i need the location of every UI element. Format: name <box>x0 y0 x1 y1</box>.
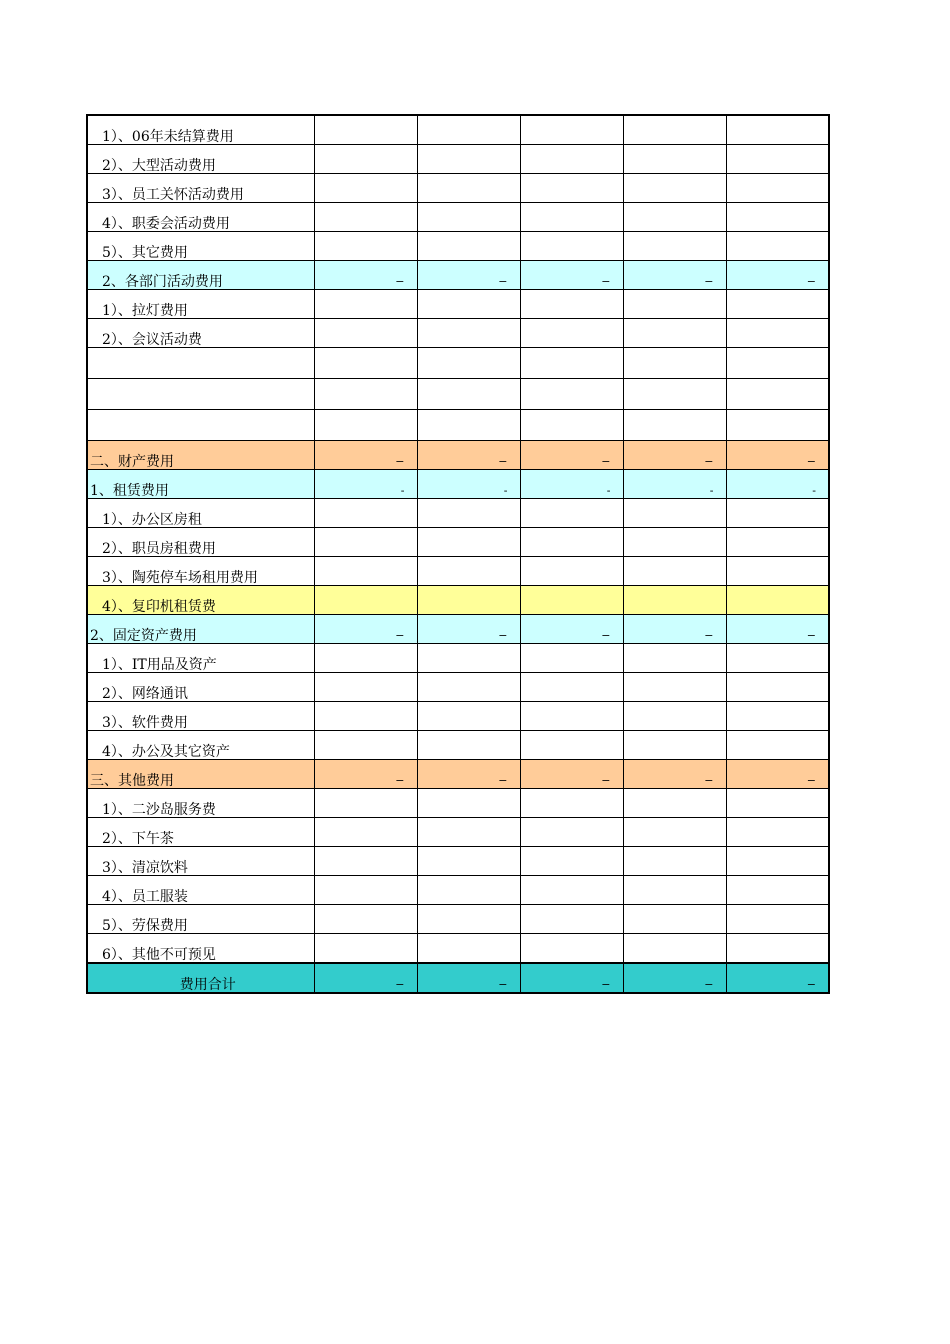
value-cell[interactable] <box>726 847 829 876</box>
value-cell[interactable] <box>726 673 829 702</box>
value-cell[interactable] <box>417 818 520 847</box>
table-row <box>87 290 829 319</box>
value-cell[interactable] <box>417 789 520 818</box>
value-cell[interactable]: − <box>726 963 829 993</box>
table-row <box>87 319 829 348</box>
value-cell[interactable] <box>314 876 417 905</box>
value-cell[interactable] <box>314 174 417 203</box>
value-cell[interactable] <box>314 702 417 731</box>
value-cell[interactable] <box>520 379 623 410</box>
value-cell[interactable] <box>726 319 829 348</box>
row-label[interactable] <box>87 348 314 379</box>
table-row <box>87 789 829 818</box>
value-cell[interactable] <box>623 232 726 261</box>
row-label[interactable]: 1、租赁费用 <box>87 470 314 499</box>
value-cell[interactable] <box>726 557 829 586</box>
row-label[interactable]: 4）、复印机租赁费 <box>87 586 314 615</box>
value-cell[interactable]: - <box>623 470 726 499</box>
value-cell[interactable] <box>417 174 520 203</box>
table-row <box>87 441 829 470</box>
value-cell[interactable] <box>520 876 623 905</box>
value-cell[interactable] <box>726 528 829 557</box>
value-cell[interactable] <box>520 528 623 557</box>
value-cell[interactable] <box>314 232 417 261</box>
table-row <box>87 379 829 410</box>
value-cell[interactable] <box>314 528 417 557</box>
value-cell[interactable] <box>520 905 623 934</box>
row-label[interactable]: 1）、IT用品及资产 <box>87 644 314 673</box>
value-cell[interactable] <box>623 905 726 934</box>
value-cell[interactable] <box>520 644 623 673</box>
value-cell[interactable] <box>417 499 520 528</box>
value-cell[interactable] <box>417 905 520 934</box>
value-cell[interactable]: − <box>726 615 829 644</box>
value-cell[interactable] <box>726 410 829 441</box>
value-cell[interactable]: − <box>623 441 726 470</box>
table-row <box>87 499 829 528</box>
value-cell[interactable] <box>726 174 829 203</box>
value-cell[interactable] <box>726 232 829 261</box>
table-row <box>87 410 829 441</box>
value-cell[interactable]: − <box>623 261 726 290</box>
value-cell[interactable] <box>314 673 417 702</box>
value-cell[interactable] <box>726 115 829 145</box>
value-cell[interactable] <box>623 528 726 557</box>
value-cell[interactable] <box>520 115 623 145</box>
value-cell[interactable] <box>520 586 623 615</box>
value-cell[interactable] <box>623 145 726 174</box>
row-label[interactable]: 2）、下午茶 <box>87 818 314 847</box>
value-cell[interactable] <box>623 557 726 586</box>
value-cell[interactable]: − <box>314 441 417 470</box>
row-label[interactable]: 2、各部门活动费用 <box>87 261 314 290</box>
value-cell[interactable]: − <box>520 760 623 789</box>
table-row <box>87 905 829 934</box>
table-row <box>87 145 829 174</box>
value-cell[interactable] <box>314 934 417 964</box>
value-cell[interactable] <box>726 203 829 232</box>
value-cell[interactable] <box>520 174 623 203</box>
value-cell[interactable]: − <box>520 261 623 290</box>
row-label[interactable]: 2、固定资产费用 <box>87 615 314 644</box>
value-cell[interactable] <box>623 818 726 847</box>
table-row <box>87 818 829 847</box>
value-cell[interactable] <box>417 673 520 702</box>
value-cell[interactable] <box>623 319 726 348</box>
value-cell[interactable] <box>417 876 520 905</box>
row-label[interactable]: 2）、网络通讯 <box>87 673 314 702</box>
value-cell[interactable] <box>726 499 829 528</box>
value-cell[interactable] <box>726 348 829 379</box>
value-cell[interactable]: − <box>520 615 623 644</box>
value-cell[interactable] <box>314 847 417 876</box>
value-cell[interactable] <box>520 410 623 441</box>
row-label[interactable]: 3）、员工关怀活动费用 <box>87 174 314 203</box>
value-cell[interactable] <box>417 731 520 760</box>
value-cell[interactable]: − <box>623 963 726 993</box>
table-row <box>87 348 829 379</box>
table-row <box>87 557 829 586</box>
value-cell[interactable] <box>314 644 417 673</box>
value-cell[interactable]: − <box>314 261 417 290</box>
value-cell[interactable] <box>726 586 829 615</box>
table-row <box>87 528 829 557</box>
row-label[interactable]: 费用合计 <box>87 963 314 993</box>
value-cell[interactable] <box>520 145 623 174</box>
value-cell[interactable] <box>520 818 623 847</box>
value-cell[interactable] <box>314 348 417 379</box>
row-label[interactable] <box>87 379 314 410</box>
value-cell[interactable] <box>623 410 726 441</box>
value-cell[interactable] <box>623 789 726 818</box>
value-cell[interactable]: − <box>417 441 520 470</box>
value-cell[interactable] <box>417 290 520 319</box>
row-label[interactable]: 二、财产费用 <box>87 441 314 470</box>
table-row <box>87 934 829 964</box>
row-label[interactable] <box>87 410 314 441</box>
table-row <box>87 673 829 702</box>
value-cell[interactable] <box>726 290 829 319</box>
value-cell[interactable] <box>314 731 417 760</box>
value-cell[interactable] <box>726 934 829 964</box>
value-cell[interactable] <box>726 379 829 410</box>
value-cell[interactable] <box>623 379 726 410</box>
table-row <box>87 963 829 993</box>
value-cell[interactable] <box>314 115 417 145</box>
table-row <box>87 232 829 261</box>
table-row <box>87 731 829 760</box>
table-row <box>87 174 829 203</box>
value-cell[interactable] <box>623 348 726 379</box>
value-cell[interactable] <box>520 789 623 818</box>
value-cell[interactable]: − <box>417 261 520 290</box>
value-cell[interactable]: − <box>623 760 726 789</box>
value-cell[interactable] <box>623 934 726 964</box>
value-cell[interactable] <box>417 934 520 964</box>
value-cell[interactable] <box>417 145 520 174</box>
table-row <box>87 760 829 789</box>
value-cell[interactable] <box>314 290 417 319</box>
value-cell[interactable]: − <box>520 963 623 993</box>
row-label[interactable]: 3）、软件费用 <box>87 702 314 731</box>
value-cell[interactable] <box>314 145 417 174</box>
value-cell[interactable] <box>417 847 520 876</box>
value-cell[interactable] <box>623 586 726 615</box>
value-cell[interactable]: − <box>417 615 520 644</box>
value-cell[interactable] <box>623 731 726 760</box>
value-cell[interactable] <box>417 528 520 557</box>
row-label[interactable]: 1）、二沙岛服务费 <box>87 789 314 818</box>
value-cell[interactable] <box>314 410 417 441</box>
table-row <box>87 586 829 615</box>
row-label[interactable]: 1）、拉灯费用 <box>87 290 314 319</box>
value-cell[interactable]: − <box>726 261 829 290</box>
value-cell[interactable] <box>417 379 520 410</box>
value-cell[interactable] <box>726 818 829 847</box>
value-cell[interactable] <box>314 203 417 232</box>
value-cell[interactable]: − <box>726 441 829 470</box>
row-label[interactable]: 3）、陶苑停车场租用费用 <box>87 557 314 586</box>
value-cell[interactable]: − <box>520 441 623 470</box>
value-cell[interactable] <box>314 789 417 818</box>
row-label[interactable]: 3）、清凉饮料 <box>87 847 314 876</box>
table-row <box>87 702 829 731</box>
value-cell[interactable]: - <box>520 470 623 499</box>
row-label[interactable]: 2）、大型活动费用 <box>87 145 314 174</box>
value-cell[interactable] <box>623 644 726 673</box>
value-cell[interactable] <box>417 115 520 145</box>
table-row <box>87 203 829 232</box>
value-cell[interactable] <box>726 702 829 731</box>
value-cell[interactable] <box>726 644 829 673</box>
value-cell[interactable] <box>520 290 623 319</box>
value-cell[interactable] <box>314 818 417 847</box>
value-cell[interactable] <box>314 499 417 528</box>
row-label[interactable]: 5）、其它费用 <box>87 232 314 261</box>
value-cell[interactable] <box>417 319 520 348</box>
expense-table <box>86 114 830 994</box>
value-cell[interactable] <box>314 319 417 348</box>
value-cell[interactable] <box>623 203 726 232</box>
value-cell[interactable] <box>520 731 623 760</box>
value-cell[interactable] <box>520 847 623 876</box>
value-cell[interactable] <box>726 145 829 174</box>
value-cell[interactable] <box>417 203 520 232</box>
table-row <box>87 615 829 644</box>
value-cell[interactable]: − <box>623 615 726 644</box>
value-cell[interactable]: - <box>417 470 520 499</box>
value-cell[interactable] <box>623 847 726 876</box>
value-cell[interactable] <box>314 586 417 615</box>
value-cell[interactable] <box>623 174 726 203</box>
row-label[interactable]: 4）、办公及其它资产 <box>87 731 314 760</box>
value-cell[interactable] <box>417 586 520 615</box>
value-cell[interactable] <box>726 905 829 934</box>
value-cell[interactable]: - <box>314 470 417 499</box>
row-label[interactable]: 1）、06年未结算费用 <box>87 115 314 145</box>
table-row <box>87 847 829 876</box>
row-label[interactable]: 6）、其他不可预见 <box>87 934 314 964</box>
table-row <box>87 470 829 499</box>
value-cell[interactable] <box>726 789 829 818</box>
row-label[interactable]: 4）、职委会活动费用 <box>87 203 314 232</box>
value-cell[interactable] <box>314 379 417 410</box>
table-row <box>87 644 829 673</box>
value-cell[interactable] <box>520 499 623 528</box>
value-cell[interactable]: − <box>314 760 417 789</box>
value-cell[interactable] <box>520 203 623 232</box>
value-cell[interactable]: − <box>314 615 417 644</box>
row-label[interactable]: 2）、职员房租费用 <box>87 528 314 557</box>
row-label[interactable]: 1）、办公区房租 <box>87 499 314 528</box>
value-cell[interactable] <box>520 232 623 261</box>
value-cell[interactable] <box>417 702 520 731</box>
table-row <box>87 876 829 905</box>
value-cell[interactable] <box>726 731 829 760</box>
value-cell[interactable]: - <box>726 470 829 499</box>
value-cell[interactable] <box>417 410 520 441</box>
value-cell[interactable] <box>520 702 623 731</box>
value-cell[interactable] <box>623 876 726 905</box>
table-row <box>87 261 829 290</box>
row-label[interactable]: 5）、劳保费用 <box>87 905 314 934</box>
value-cell[interactable] <box>520 348 623 379</box>
table-row <box>87 115 829 145</box>
value-cell[interactable] <box>623 499 726 528</box>
value-cell[interactable] <box>314 557 417 586</box>
value-cell[interactable]: − <box>314 963 417 993</box>
value-cell[interactable] <box>417 232 520 261</box>
value-cell[interactable]: − <box>417 963 520 993</box>
value-cell[interactable] <box>623 702 726 731</box>
value-cell[interactable] <box>520 319 623 348</box>
expense-table-body <box>87 115 829 993</box>
value-cell[interactable] <box>520 934 623 964</box>
value-cell[interactable] <box>623 673 726 702</box>
row-label[interactable]: 2）、会议活动费 <box>87 319 314 348</box>
value-cell[interactable] <box>417 644 520 673</box>
value-cell[interactable] <box>623 290 726 319</box>
row-label[interactable]: 三、其他费用 <box>87 760 314 789</box>
row-label[interactable]: 4）、员工服装 <box>87 876 314 905</box>
value-cell[interactable] <box>726 876 829 905</box>
value-cell[interactable] <box>520 557 623 586</box>
value-cell[interactable] <box>623 115 726 145</box>
value-cell[interactable]: − <box>417 760 520 789</box>
value-cell[interactable]: − <box>726 760 829 789</box>
value-cell[interactable] <box>520 673 623 702</box>
value-cell[interactable] <box>417 348 520 379</box>
value-cell[interactable] <box>417 557 520 586</box>
value-cell[interactable] <box>314 905 417 934</box>
